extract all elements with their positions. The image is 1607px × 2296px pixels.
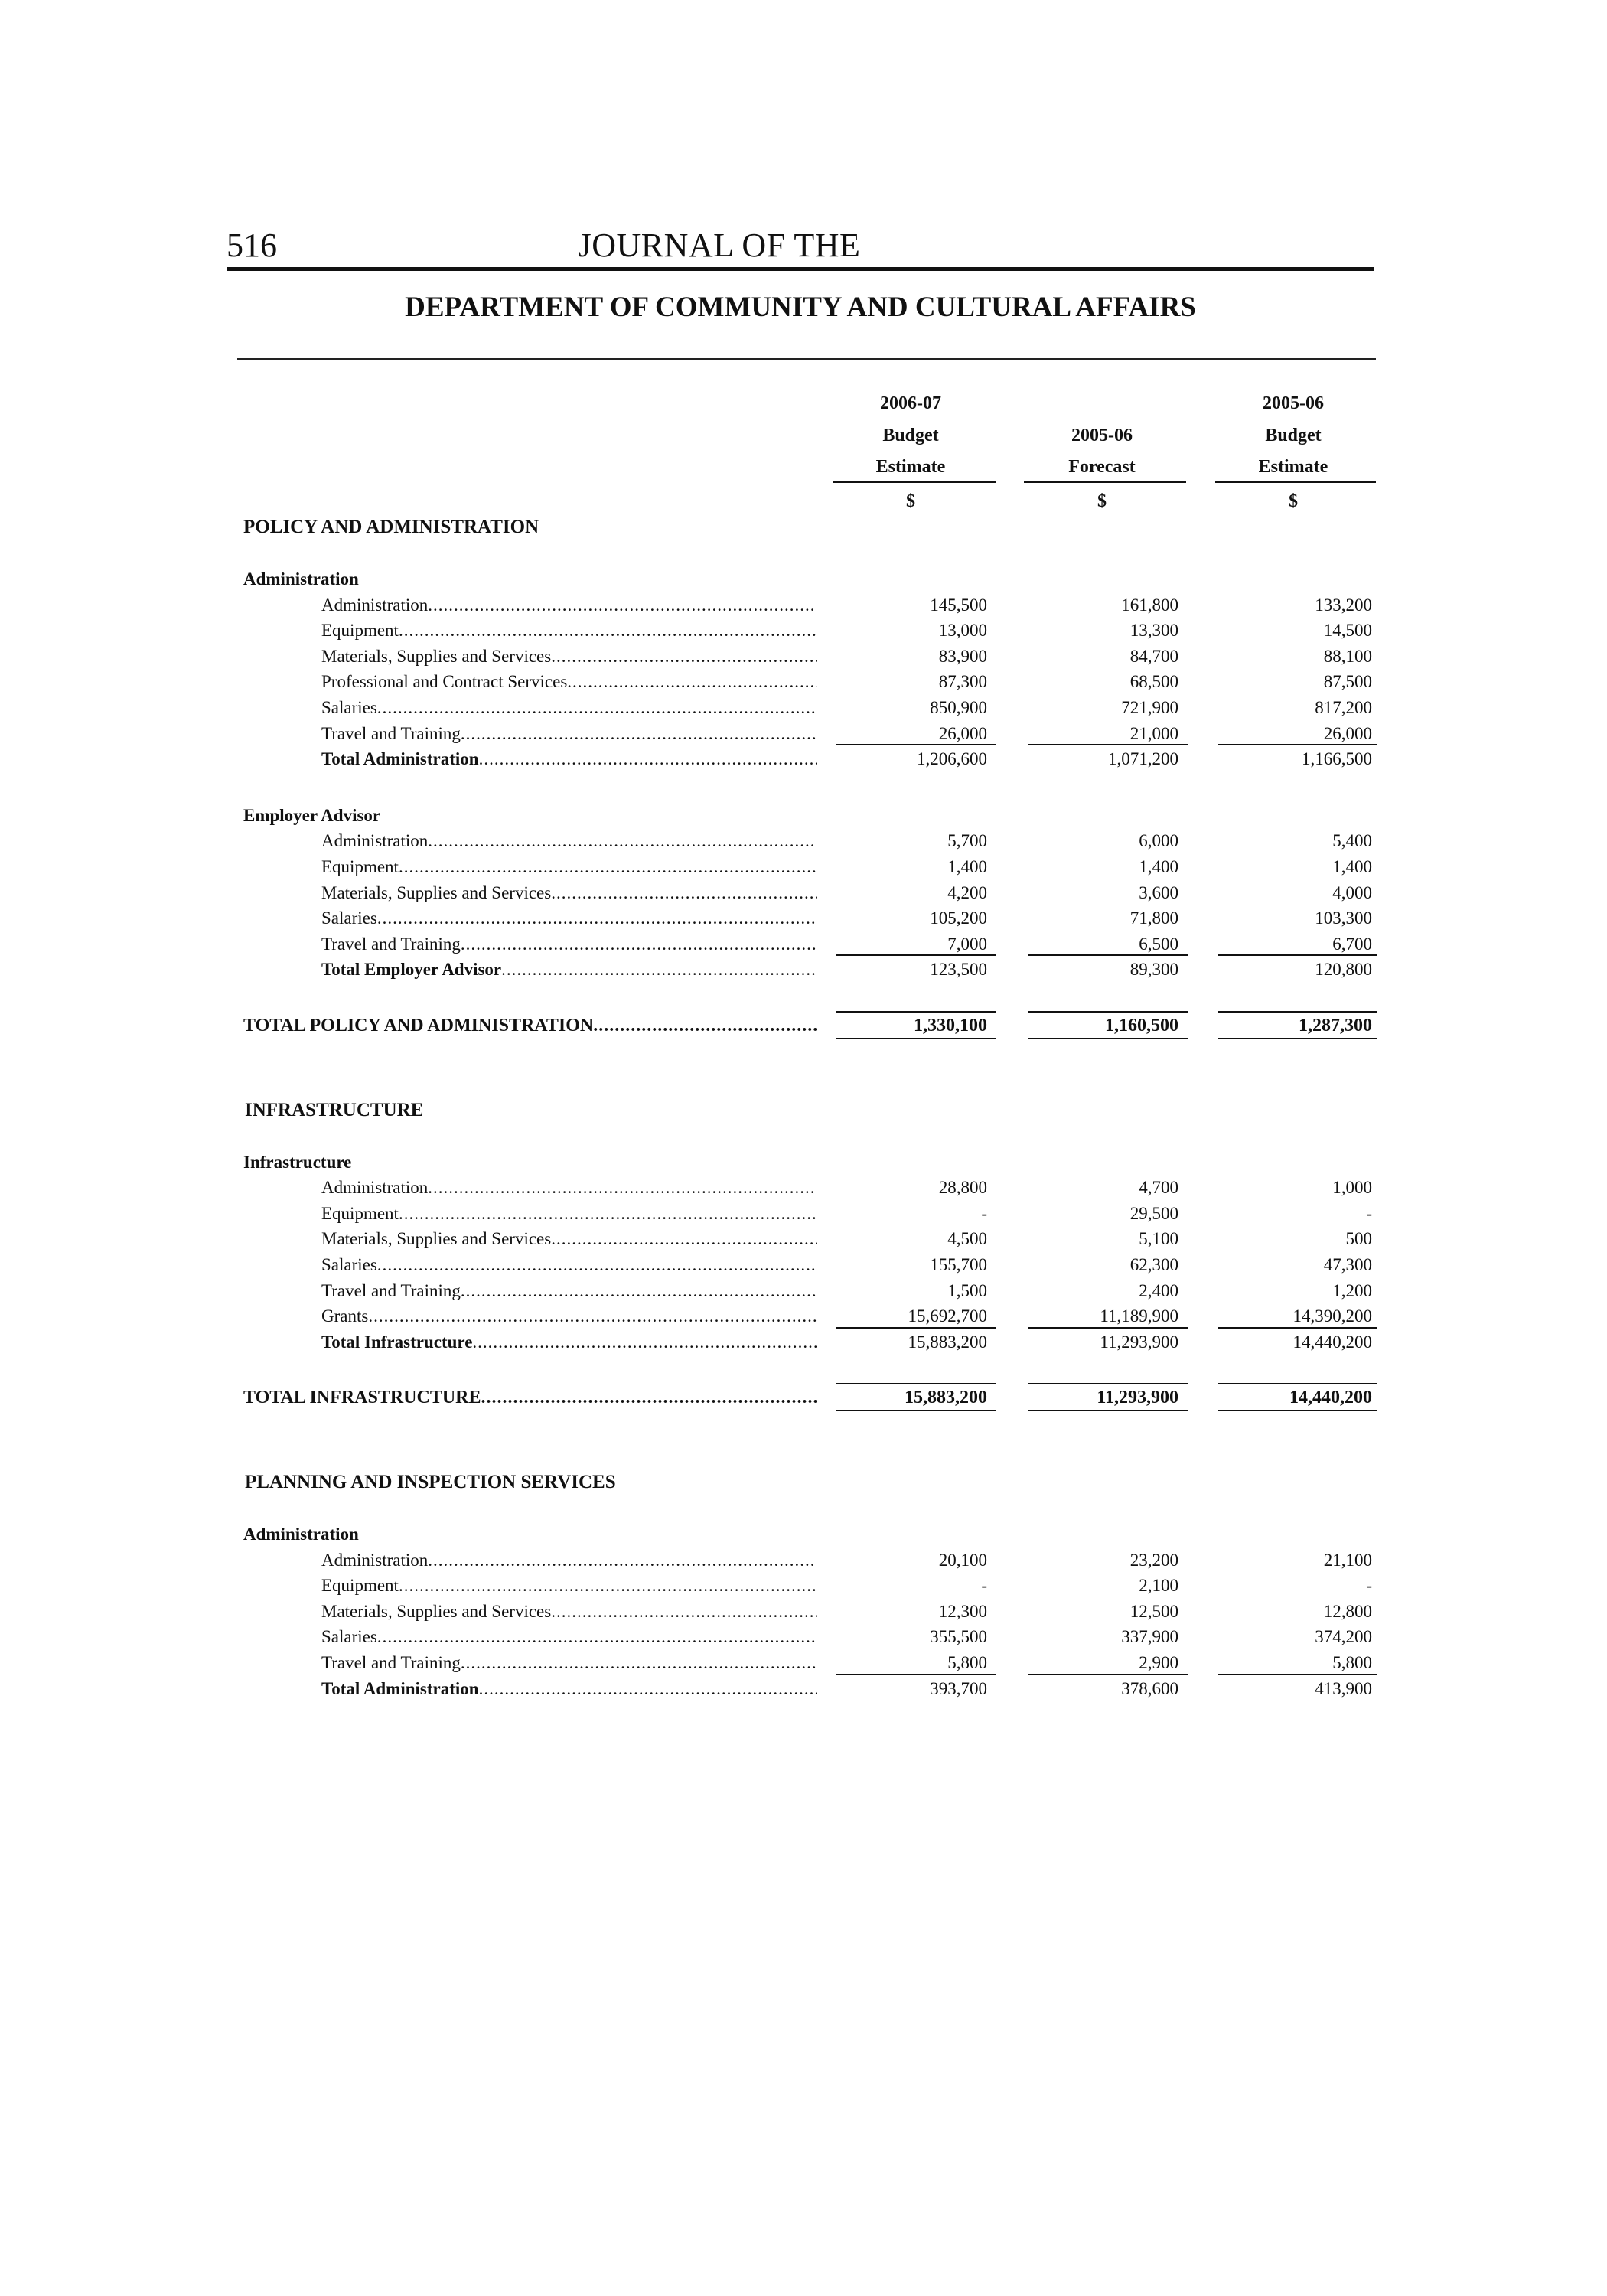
- line-item-value-3: -: [1366, 1203, 1372, 1223]
- line-item-value-3: 5,800: [1332, 1653, 1372, 1672]
- line-item-value-1: 105,200: [930, 908, 987, 928]
- section-total-row-value-1: 15,883,200: [905, 1388, 987, 1408]
- line-item-value-3: 12,800: [1323, 1601, 1372, 1621]
- subtotal-rule-2: [1028, 1327, 1188, 1329]
- line-item-value-1: 145,500: [930, 595, 987, 615]
- line-item-value-2: 161,800: [1121, 595, 1178, 615]
- line-item-label-text: Equipment .....: [321, 857, 817, 876]
- subtotal-rule-1: [836, 744, 996, 745]
- section-total-row: [0, 1385, 1607, 1411]
- group-total-row-label-text: Total Infrastructure .....: [321, 1332, 817, 1352]
- group-total-row-label-text: Total Administration .....: [321, 749, 817, 768]
- group-total-row-value-2: 89,300: [1129, 960, 1178, 980]
- line-item-value-3: 26,000: [1323, 723, 1372, 743]
- subtotal-rule-3: [1218, 1674, 1377, 1675]
- column-1-line-3: Estimate: [875, 457, 946, 477]
- line-item-value-2: 62,300: [1129, 1255, 1178, 1274]
- line-item-value-3: 87,500: [1323, 672, 1372, 692]
- line-item: [0, 1303, 1607, 1329]
- line-item-label-text: Salaries .....: [321, 1627, 817, 1646]
- subtotal-rule-2: [1028, 1674, 1188, 1675]
- line-item-value-1: 5,700: [947, 831, 987, 851]
- line-item-value-2: 21,000: [1129, 723, 1178, 743]
- line-item: [0, 1548, 1607, 1573]
- line-item-value-3: 374,200: [1315, 1627, 1372, 1647]
- line-item: [0, 669, 1607, 694]
- line-item-value-3: 500: [1345, 1229, 1372, 1249]
- line-item-label: [321, 618, 817, 643]
- line-item: [0, 592, 1607, 618]
- line-item: [0, 1175, 1607, 1200]
- line-item-value-2: 68,500: [1129, 672, 1178, 692]
- line-item-label: [321, 1252, 817, 1277]
- line-item-label-text: Travel and Training .....: [321, 724, 817, 743]
- line-item-label-text: Salaries .....: [321, 908, 817, 928]
- line-item-value-3: 47,300: [1323, 1255, 1372, 1274]
- line-item: [0, 1650, 1607, 1675]
- line-item-value-1: -: [981, 1203, 987, 1223]
- line-item: [0, 1624, 1607, 1649]
- group-title: Administration: [243, 569, 359, 589]
- line-item-value-3: 4,000: [1332, 882, 1372, 902]
- line-item-value-3: 1,000: [1332, 1178, 1372, 1198]
- column-1-unit: $: [906, 491, 915, 511]
- line-item-value-2: 2,900: [1139, 1653, 1178, 1672]
- line-item-value-1: 87,300: [938, 672, 987, 692]
- section-total-row-value-2: 1,160,500: [1105, 1016, 1178, 1035]
- line-item-value-1: 20,100: [938, 1550, 987, 1570]
- line-item-value-3: 1,400: [1332, 857, 1372, 876]
- line-item-label-text: Grants .....: [321, 1306, 817, 1326]
- column-1-rule: [833, 481, 996, 483]
- line-item-value-1: 15,692,700: [908, 1306, 987, 1326]
- line-item: [0, 854, 1607, 879]
- group-total-row-value-1: 15,883,200: [908, 1332, 987, 1352]
- section-total-row-value-3: 14,440,200: [1289, 1388, 1372, 1408]
- line-item-value-1: 12,300: [938, 1601, 987, 1621]
- line-item-value-1: 4,500: [947, 1229, 987, 1249]
- total-rule-bottom-3: [1218, 1410, 1377, 1411]
- subtotal-rule-1: [836, 1327, 996, 1329]
- line-item-value-2: 337,900: [1121, 1627, 1178, 1647]
- line-item: [0, 880, 1607, 905]
- line-item-value-1: 1,400: [947, 857, 987, 876]
- line-item-value-3: 133,200: [1315, 595, 1372, 615]
- column-3-unit: $: [1289, 491, 1298, 511]
- line-item-label: [321, 828, 817, 853]
- total-rule-top-2: [1028, 1011, 1188, 1013]
- line-item-value-1: 83,900: [938, 646, 987, 666]
- section-total-row-label: [243, 1385, 817, 1411]
- line-item: [0, 644, 1607, 669]
- group-total-row-label: [321, 957, 817, 982]
- line-item-value-2: 84,700: [1129, 646, 1178, 666]
- line-item-label: [321, 1573, 817, 1598]
- line-item-label-text: Equipment .....: [321, 1576, 817, 1595]
- subtotal-rule-2: [1028, 954, 1188, 956]
- line-item-label-text: Administration .....: [321, 1178, 817, 1197]
- line-item: [0, 905, 1607, 931]
- line-item-label-text: Administration .....: [321, 595, 817, 615]
- group-total-row-value-1: 1,206,600: [917, 749, 987, 769]
- line-item-value-3: 14,390,200: [1292, 1306, 1372, 1326]
- line-item-label: [321, 880, 817, 905]
- line-item-value-2: 71,800: [1129, 908, 1178, 928]
- line-item-label: [321, 721, 817, 746]
- line-item-label-text: Administration .....: [321, 831, 817, 850]
- total-rule-top-1: [836, 1383, 996, 1384]
- line-item-label: [321, 1548, 817, 1573]
- line-item-value-3: -: [1366, 1576, 1372, 1596]
- group-title: Employer Advisor: [243, 805, 381, 825]
- line-item-label-text: Equipment .....: [321, 621, 817, 640]
- line-item: [0, 1226, 1607, 1251]
- group-total-row-label: [321, 1329, 817, 1355]
- line-item-value-3: 88,100: [1323, 646, 1372, 666]
- line-item-value-2: 3,600: [1139, 882, 1178, 902]
- column-2-line-2: 2005-06: [1071, 426, 1133, 445]
- line-item-label: [321, 1650, 817, 1675]
- page-number: 516: [227, 227, 277, 264]
- line-item-value-1: 26,000: [938, 723, 987, 743]
- subtotal-rule-3: [1218, 954, 1377, 956]
- line-item: [0, 1252, 1607, 1277]
- line-item-label-text: Materials, Supplies and Services .....: [321, 647, 817, 666]
- group-total-row-label-text: Total Employer Advisor .....: [321, 960, 817, 979]
- line-item-value-3: 6,700: [1332, 934, 1372, 954]
- section-total-row-value-3: 1,287,300: [1299, 1016, 1372, 1035]
- group-total-row-value-1: 123,500: [930, 960, 987, 980]
- line-item-value-1: 7,000: [947, 934, 987, 954]
- total-rule-top-1: [836, 1011, 996, 1013]
- line-item-label-text: Materials, Supplies and Services .....: [321, 883, 817, 902]
- line-item-value-1: 155,700: [930, 1255, 987, 1274]
- line-item-label-text: Travel and Training .....: [321, 1281, 817, 1300]
- department-rule: [237, 358, 1376, 360]
- line-item-label: [321, 854, 817, 879]
- total-rule-bottom-2: [1028, 1038, 1188, 1039]
- header-rule: [227, 267, 1374, 271]
- group-title: Administration: [243, 1525, 359, 1544]
- line-item-value-2: 721,900: [1121, 698, 1178, 717]
- line-item-value-2: 6,500: [1139, 934, 1178, 954]
- line-item-value-2: 29,500: [1129, 1203, 1178, 1223]
- group-total-row-value-3: 14,440,200: [1292, 1332, 1372, 1352]
- section-total-row-value-2: 11,293,900: [1097, 1388, 1178, 1408]
- line-item-value-2: 1,400: [1139, 857, 1178, 876]
- subtotal-rule-3: [1218, 1327, 1377, 1329]
- subtotal-rule-2: [1028, 744, 1188, 745]
- column-3-line-2: Budget: [1265, 426, 1322, 445]
- line-item-value-2: 12,500: [1129, 1601, 1178, 1621]
- line-item-value-1: -: [981, 1576, 987, 1596]
- line-item: [0, 931, 1607, 957]
- line-item-value-3: 21,100: [1323, 1550, 1372, 1570]
- line-item: [0, 1278, 1607, 1303]
- line-item-value-1: 4,200: [947, 882, 987, 902]
- total-rule-top-3: [1218, 1383, 1377, 1384]
- line-item: [0, 1201, 1607, 1226]
- column-2-line-3: Forecast: [1068, 457, 1136, 477]
- line-item-label: [321, 592, 817, 618]
- group-total-row-label: [321, 746, 817, 771]
- line-item-label: [321, 1226, 817, 1251]
- line-item-value-1: 1,500: [947, 1280, 987, 1300]
- group-total-row-value-3: 1,166,500: [1302, 749, 1372, 769]
- group-total-row-label: [321, 1676, 817, 1701]
- line-item-value-1: 13,000: [938, 621, 987, 641]
- total-rule-bottom-2: [1028, 1410, 1188, 1411]
- section-title: INFRASTRUCTURE: [245, 1099, 424, 1120]
- line-item-value-3: 1,200: [1332, 1280, 1372, 1300]
- column-1-line-1: 2006-07: [880, 393, 941, 413]
- section-title: POLICY AND ADMINISTRATION: [243, 517, 539, 537]
- line-item-label-text: Professional and Contract Services .....: [321, 672, 817, 691]
- line-item-label: [321, 1175, 817, 1200]
- line-item-label: [321, 1278, 817, 1303]
- column-3-line-1: 2005-06: [1263, 393, 1324, 413]
- line-item-label-text: Salaries .....: [321, 698, 817, 717]
- line-item-label-text: Travel and Training .....: [321, 1653, 817, 1672]
- line-item-value-3: 103,300: [1315, 908, 1372, 928]
- group-total-row-value-1: 393,700: [930, 1678, 987, 1698]
- line-item-label: [321, 1624, 817, 1649]
- group-total-row-value-2: 11,293,900: [1100, 1332, 1178, 1352]
- total-rule-bottom-3: [1218, 1038, 1377, 1039]
- column-2-unit: $: [1097, 491, 1107, 511]
- group-total-row-value-3: 413,900: [1315, 1678, 1372, 1698]
- line-item: [0, 1599, 1607, 1624]
- line-item-label: [321, 1599, 817, 1624]
- section-total-row: [0, 1013, 1607, 1039]
- line-item: [0, 695, 1607, 720]
- line-item-value-1: 5,800: [947, 1653, 987, 1672]
- group-total-row-value-2: 378,600: [1121, 1678, 1178, 1698]
- line-item-label: [321, 1303, 817, 1329]
- line-item-value-3: 5,400: [1332, 831, 1372, 851]
- line-item-label: [321, 669, 817, 694]
- line-item-value-2: 2,400: [1139, 1280, 1178, 1300]
- subtotal-rule-1: [836, 1674, 996, 1675]
- line-item-label-text: Travel and Training .....: [321, 934, 817, 954]
- total-rule-top-3: [1218, 1011, 1377, 1013]
- column-3-line-3: Estimate: [1258, 457, 1328, 477]
- total-rule-bottom-1: [836, 1038, 996, 1039]
- line-item-value-2: 23,200: [1129, 1550, 1178, 1570]
- group-total-row: [0, 1329, 1607, 1355]
- section-title: PLANNING AND INSPECTION SERVICES: [245, 1472, 616, 1492]
- line-item-value-2: 13,300: [1129, 621, 1178, 641]
- group-total-row: [0, 746, 1607, 771]
- column-2-rule: [1024, 481, 1186, 483]
- subtotal-rule-3: [1218, 744, 1377, 745]
- department-title: DEPARTMENT OF COMMUNITY AND CULTURAL AFFAIRS: [405, 292, 1196, 323]
- line-item: [0, 1573, 1607, 1598]
- line-item: [0, 721, 1607, 746]
- line-item-value-2: 2,100: [1139, 1576, 1178, 1596]
- group-total-row-value-3: 120,800: [1315, 960, 1372, 980]
- group-total-row: [0, 957, 1607, 982]
- line-item-value-2: 11,189,900: [1100, 1306, 1178, 1326]
- group-total-row-label-text: Total Administration .....: [321, 1679, 817, 1698]
- line-item-label-text: Materials, Supplies and Services .....: [321, 1602, 817, 1621]
- line-item-value-1: 28,800: [938, 1178, 987, 1198]
- line-item-label-text: Equipment .....: [321, 1204, 817, 1223]
- line-item-value-2: 4,700: [1139, 1178, 1178, 1198]
- column-3-rule: [1215, 481, 1376, 483]
- group-title: Infrastructure: [243, 1152, 352, 1172]
- column-1-line-2: Budget: [882, 426, 939, 445]
- line-item-value-1: 355,500: [930, 1627, 987, 1647]
- line-item-label: [321, 695, 817, 720]
- line-item-value-3: 14,500: [1323, 621, 1372, 641]
- line-item: [0, 828, 1607, 853]
- section-total-row-value-1: 1,330,100: [914, 1016, 987, 1035]
- line-item: [0, 618, 1607, 643]
- line-item-value-3: 817,200: [1315, 698, 1372, 717]
- total-rule-top-2: [1028, 1383, 1188, 1384]
- line-item-value-2: 6,000: [1139, 831, 1178, 851]
- line-item-label-text: Salaries .....: [321, 1255, 817, 1274]
- line-item-label: [321, 644, 817, 669]
- line-item-value-2: 5,100: [1139, 1229, 1178, 1249]
- line-item-label-text: Materials, Supplies and Services .....: [321, 1229, 817, 1248]
- line-item-label: [321, 931, 817, 957]
- line-item-label: [321, 905, 817, 931]
- line-item-value-1: 850,900: [930, 698, 987, 717]
- section-total-row-label-text: TOTAL INFRASTRUCTURE .....: [243, 1388, 817, 1407]
- journal-title: JOURNAL OF THE: [578, 227, 861, 264]
- line-item-label-text: Administration .....: [321, 1551, 817, 1570]
- total-rule-bottom-1: [836, 1410, 996, 1411]
- subtotal-rule-1: [836, 954, 996, 956]
- section-total-row-label: [243, 1013, 817, 1039]
- line-item-label: [321, 1201, 817, 1226]
- section-total-row-label-text: TOTAL POLICY AND ADMINISTRATION .....: [243, 1016, 817, 1035]
- group-total-row-value-2: 1,071,200: [1108, 749, 1178, 769]
- group-total-row: [0, 1676, 1607, 1701]
